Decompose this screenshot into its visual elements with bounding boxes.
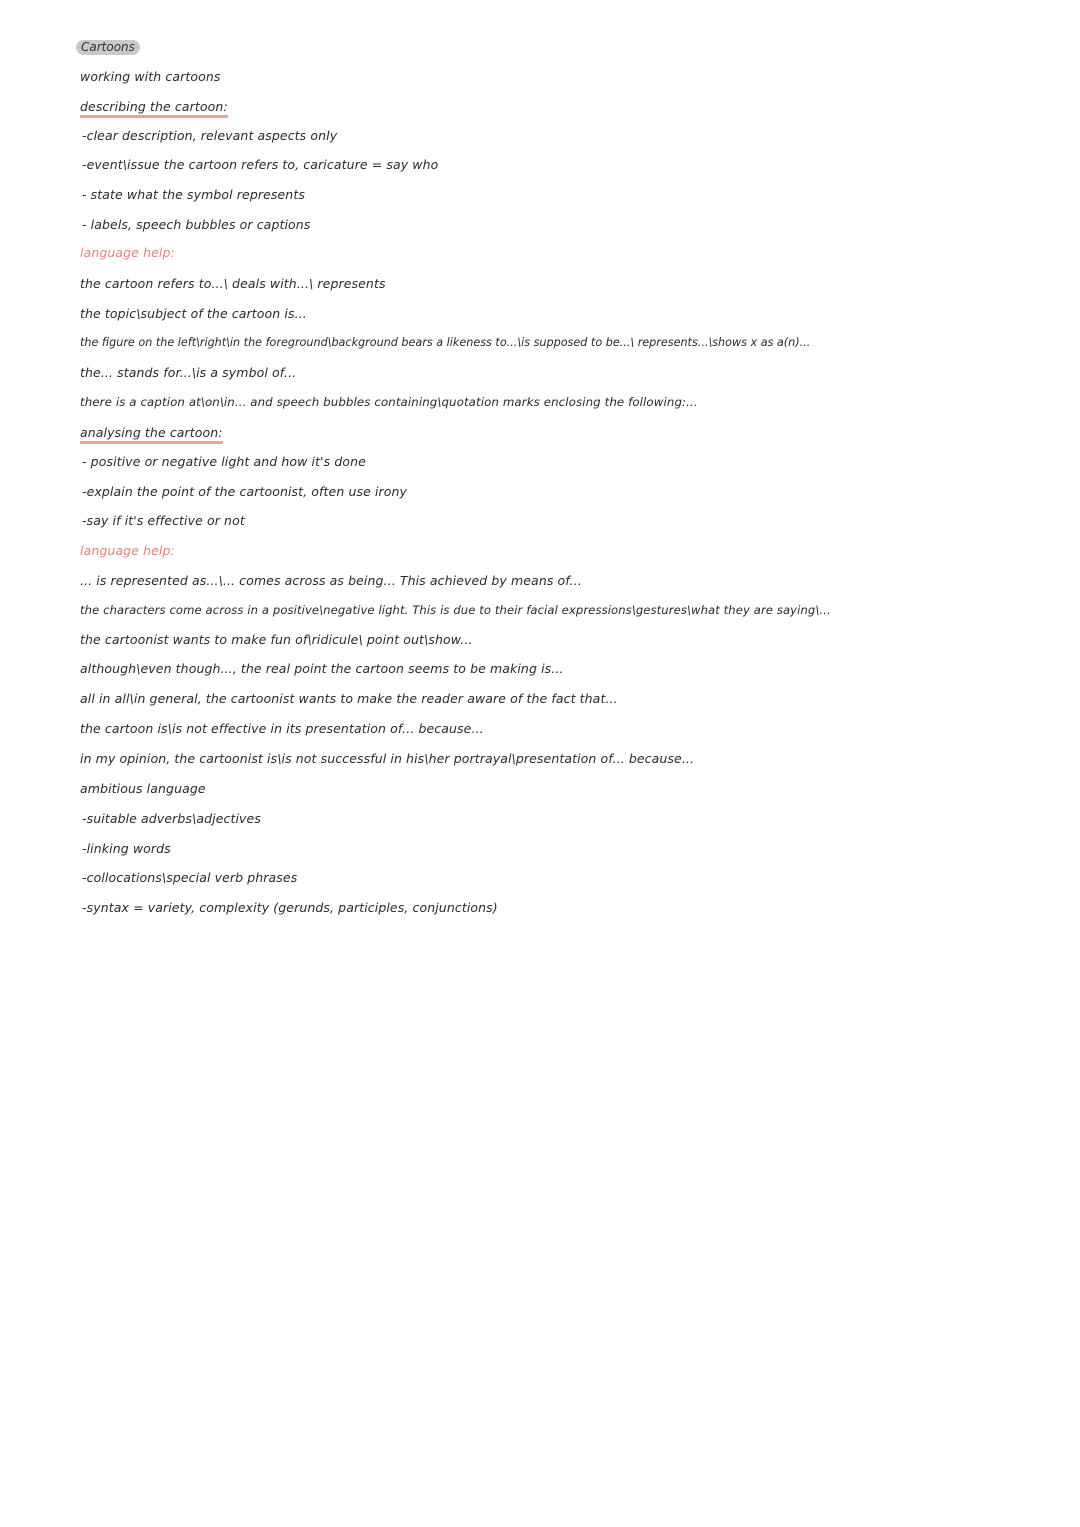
list-item: - positive or negative light and how it's done bbox=[82, 454, 366, 469]
list-item: -event\issue the cartoon refers to, caricature = say who bbox=[82, 157, 439, 172]
phrase-line: in my opinion, the cartoonist is\is not successful in his\her portrayal\presentation of... because... bbox=[80, 751, 695, 766]
list-item: -suitable adverbs\adjectives bbox=[82, 811, 261, 826]
subtitle-line: working with cartoons bbox=[80, 69, 221, 84]
list-item: - labels, speech bubbles or captions bbox=[82, 217, 311, 232]
section-heading-ambitious-language: ambitious language bbox=[80, 781, 206, 796]
list-item: -clear description, relevant aspects only bbox=[82, 128, 338, 143]
phrase-line: ... is represented as...\... comes across as being... This achieved by means of... bbox=[80, 573, 582, 588]
phrase-line: the... stands for...\is a symbol of... bbox=[80, 365, 297, 380]
section-heading-language-help: language help: bbox=[80, 245, 175, 260]
phrase-line: the cartoonist wants to make fun of\ridicule\ point out\show... bbox=[80, 632, 473, 647]
phrase-line: the cartoon is\is not effective in its presentation of... because... bbox=[80, 721, 484, 736]
phrase-line: the topic\subject of the cartoon is... bbox=[80, 306, 307, 321]
list-item: -say if it's effective or not bbox=[82, 513, 245, 528]
section-heading-language-help: language help: bbox=[80, 543, 175, 558]
phrase-line: the characters come across in a positive\negative light. This is due to their facial expressions\gestures\what they are saying\... bbox=[80, 603, 831, 617]
phrase-line: the figure on the left\right\in the foreground\background bears a likeness to...\is supposed to be...\ represents...\shows x as a(n)... bbox=[80, 336, 811, 349]
list-item: -explain the point of the cartoonist, often use irony bbox=[82, 484, 408, 499]
phrase-line: all in all\in general, the cartoonist wants to make the reader aware of the fact that... bbox=[80, 691, 618, 706]
list-item: -collocations\special verb phrases bbox=[82, 870, 298, 885]
phrase-line: the cartoon refers to...\ deals with...\ represents bbox=[80, 276, 386, 291]
phrase-line: although\even though..., the real point the cartoon seems to be making is... bbox=[80, 661, 564, 676]
section-heading-describing: describing the cartoon: bbox=[80, 98, 228, 118]
list-item: - state what the symbol represents bbox=[82, 187, 305, 202]
section-heading-analysing: analysing the cartoon: bbox=[80, 424, 223, 444]
list-item: -linking words bbox=[82, 841, 171, 856]
phrase-line: there is a caption at\on\in... and speech bubbles containing\quotation marks enclosing the following:... bbox=[80, 395, 698, 409]
list-item: -syntax = variety, complexity (gerunds, participles, conjunctions) bbox=[82, 900, 498, 915]
page-title: Cartoons bbox=[76, 40, 140, 55]
